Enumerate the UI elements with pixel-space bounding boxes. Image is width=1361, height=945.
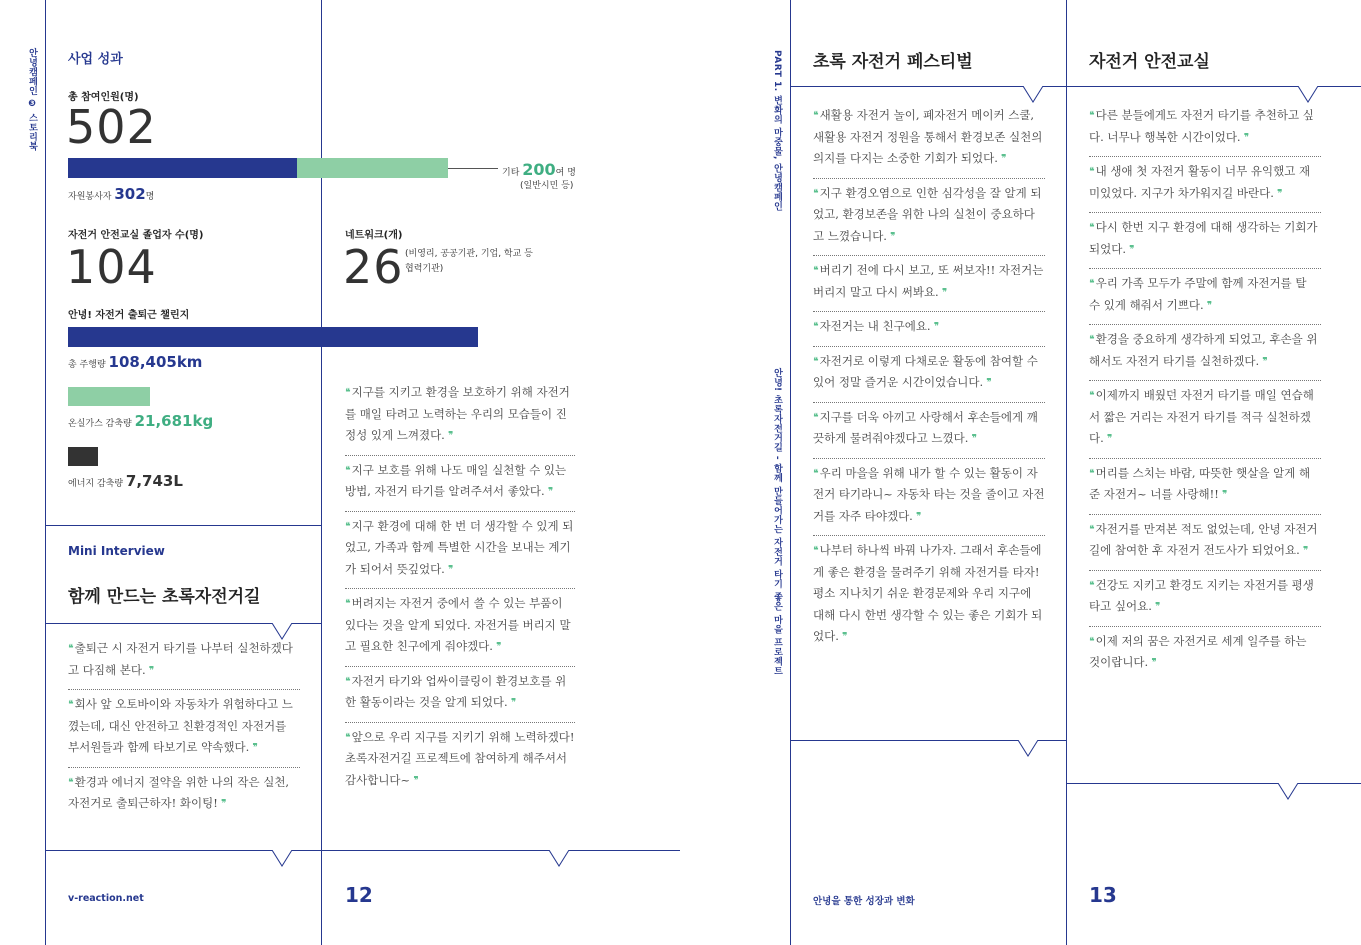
network-note-1: (비영리, 공공기관, 기업, 학교 등 [405, 249, 533, 259]
close-quote-icon: ❜❜ [447, 562, 452, 576]
quote-item [345, 378, 575, 456]
quote-item [813, 179, 1045, 257]
side-label: 안녕캠페인 ❸ 스토리북 [27, 48, 37, 152]
distance-bar [68, 327, 478, 347]
quote-text: 환경과 에너지 절약을 위한 나의 작은 실천, 자전거로 출퇴근하자! 화이팅! [68, 774, 290, 810]
volunteers-label: 자원봉사자 [68, 192, 112, 202]
quote-text: 이제까지 배웠던 자전거 타기를 매일 연습해서 짧은 거리는 자전거 타기를 적극 실천하겠다. [1089, 388, 1314, 445]
close-quote-icon: ❜❜ [413, 773, 417, 787]
close-quote-icon: ❜❜ [915, 509, 920, 523]
open-quote-icon: ❛❛ [813, 320, 817, 333]
close-quote-icon: ❜❜ [252, 741, 256, 754]
close-quote-icon: ❜❜ [148, 663, 153, 677]
open-quote-icon: ❛❛ [1089, 277, 1093, 290]
open-quote-icon: ❛❛ [813, 264, 817, 277]
close-quote-icon: ❜❜ [1302, 544, 1307, 557]
quote-text: 지구를 지키고 환경을 보호하기 위해 자전거를 매일 타려고 노력하는 우리의 모습들이 진정성 있게 느껴졌다. [345, 385, 570, 442]
open-quote-icon: ❛❛ [1089, 165, 1093, 178]
close-quote-icon: ❜❜ [986, 376, 990, 389]
distance-annotation [68, 353, 202, 371]
quote-text: 지구 보호를 위해 나도 매일 실천할 수 있는 방법, 자전거 타기를 알려주셔서 좋았다. [345, 462, 567, 498]
quote-item [813, 312, 1045, 347]
quote-item [1089, 325, 1321, 381]
close-quote-icon: ❜❜ [220, 797, 225, 810]
close-quote-icon: ❜❜ [889, 229, 894, 243]
open-quote-icon: ❛❛ [1089, 333, 1093, 346]
distance-value: 108,405km [108, 353, 203, 371]
close-quote-icon: ❜❜ [1151, 656, 1155, 669]
quote-text: 우리 마을을 위해 내가 할 수 있는 활동이 자전거 타기라니~ 자동차 타는 것을 줄이고 자전거를 자주 타야겠다. [813, 465, 1045, 523]
quote-item [813, 347, 1045, 403]
section-title: 사업 성과 [68, 52, 123, 67]
quote-text: 자전거를 만져본 적도 없었는데, 안녕 자전거길에 참여한 후 자전거 전도사가 되었어요. [1089, 521, 1318, 557]
footer-caption: 안녕을 통한 성장과 변화 [813, 896, 915, 907]
close-quote-icon: ❜❜ [1243, 130, 1248, 144]
left-margin-rule [45, 0, 46, 945]
quote-text: 출퇴근 시 자전거 타기를 나부터 실천하겠다고 다짐해 본다. [68, 641, 293, 677]
open-quote-icon: ❛❛ [1089, 109, 1093, 122]
close-quote-icon: ❜❜ [1106, 432, 1111, 445]
others-leader-line [448, 168, 498, 169]
quote-item [345, 456, 575, 512]
quote-item [1089, 269, 1321, 325]
co2-annotation [68, 412, 213, 430]
open-quote-icon: ❛❛ [68, 775, 72, 789]
quote-item [345, 512, 575, 590]
quote-item [813, 256, 1045, 312]
open-quote-icon: ❛❛ [813, 109, 817, 122]
co2-bar [68, 387, 150, 406]
right-column-rule [1066, 0, 1067, 945]
quote-text: 지구 환경오염으로 인한 심각성을 잘 알게 되었고, 환경보존을 위한 나의 실천이 중요하다고 느꼈습니다. [813, 185, 1042, 243]
distance-label: 총 주행량 [68, 360, 106, 370]
open-quote-icon: ❛❛ [345, 597, 349, 610]
mini-interview-label: Mini Interview [68, 544, 165, 558]
participants-label: 총 참여인원(명) [68, 92, 139, 103]
co2-label: 온실가스 감축량 [68, 419, 132, 429]
quote-item [813, 459, 1045, 537]
close-quote-icon: ❜❜ [1276, 186, 1281, 200]
close-quote-icon: ❜❜ [933, 320, 938, 333]
close-quote-icon: ❜❜ [1262, 354, 1266, 368]
open-quote-icon: ❛❛ [813, 544, 817, 557]
quote-text: 이제 저의 꿈은 자전거로 세계 일주를 하는 것이랍니다. [1089, 633, 1307, 669]
quote-item [813, 403, 1045, 459]
volunteers-bar [68, 158, 297, 178]
open-quote-icon: ❛❛ [813, 410, 817, 424]
mini-interview-title: 함께 만드는 초록자전거길 [68, 587, 261, 607]
others-unit: 여 명 [555, 168, 576, 178]
others-value: 200 [522, 160, 556, 179]
close-quote-icon: ❜❜ [510, 696, 515, 709]
close-quote-icon: ❜❜ [547, 485, 552, 498]
others-annotation [502, 160, 576, 179]
open-quote-icon: ❛❛ [68, 698, 72, 711]
others-note: (일반시민 등) [520, 181, 574, 191]
quote-item [1089, 459, 1321, 515]
quote-text: 나부터 하나씩 바꿔 나가자. 그래서 후손들에게 좋은 환경을 물려주기 위해 자전거를 타자! 평소 지나치기 쉬운 환경문제와 우리 지구에 대해 다시 한번 생각할 수 있는 좋은 기회가 되었다. [813, 543, 1043, 643]
volunteers-unit: 명 [145, 192, 155, 202]
quote-item [1089, 101, 1321, 157]
quote-text: 새활용 자전거 놀이, 폐자전거 메이커 스쿨, 새활용 자전거 정원을 통해서 환경보존 실천의 의지를 다지는 소중한 기회가 되었다. [813, 108, 1043, 165]
quote-item [345, 667, 575, 723]
open-quote-icon: ❛❛ [345, 386, 349, 399]
quote-text: 버려지는 자전거 중에서 쓸 수 있는 부품이 있다는 것을 알게 되었다. 자전거를 버리지 말고 필요한 친구에게 줘야겠다. [345, 596, 571, 653]
quote-text: 자전거는 내 친구에요. [819, 319, 931, 333]
challenge-title: 안녕! 자전거 출퇴근 챌린지 [68, 310, 190, 321]
quote-item [1089, 213, 1321, 269]
safety-quotes [1089, 101, 1321, 682]
speech-notch-icon [1018, 740, 1040, 758]
volunteers-value: 302 [114, 185, 146, 203]
energy-value: 7,743L [125, 472, 183, 490]
close-quote-icon: ❜❜ [1221, 488, 1226, 501]
network-value: 26 [343, 240, 404, 294]
quote-text: 환경을 중요하게 생각하게 되었고, 후손을 위해서도 자전거 타기를 실천하겠다. [1089, 332, 1318, 368]
mini-interview-top-rule [45, 525, 321, 526]
part-label: PART 1. 변화의 마중물, 안녕캠페인 [772, 50, 782, 212]
quote-text: 지구 환경에 대해 한 번 더 생각할 수 있게 되었고, 가족과 함께 특별한 시간을 보내는 계기가 되어서 뜻깊었다. [345, 518, 574, 576]
volunteers-annotation [68, 185, 154, 203]
quote-text: 자전거로 이렇게 다채로운 활동에 참여할 수 있어 정말 즐거운 시간이었습니다. [813, 353, 1038, 389]
close-quote-icon: ❜❜ [495, 640, 500, 653]
quote-text: 회사 앞 오토바이와 자동차가 위험하다고 느꼈는데, 대신 안전하고 친환경적인 자전거를 부서원들과 함께 타보기로 약속했다. [68, 697, 293, 754]
quote-text: 자전거 타기와 업싸이클링이 환경보호를 위한 활동이라는 것을 알게 되었다. [345, 673, 567, 709]
network-note-2: 협력기관) [405, 264, 444, 274]
mini-interview-quotes [68, 634, 300, 823]
others-bar [297, 158, 448, 178]
quote-text: 앞으로 우리 지구를 지키기 위해 노력하겠다! 초록자전거길 프로젝트에 참여하게 해주셔서 감사합니다~ [345, 729, 575, 787]
energy-bar [68, 447, 98, 466]
open-quote-icon: ❛❛ [1089, 578, 1093, 592]
quote-text: 다른 분들에게도 자전거 타기를 추천하고 싶다. 너무나 행복한 시간이었다. [1089, 108, 1314, 144]
quote-text: 다시 한번 지구 환경에 대해 생각하는 기회가 되었다. [1089, 220, 1318, 256]
open-quote-icon: ❛❛ [1089, 522, 1093, 536]
open-quote-icon: ❛❛ [1089, 389, 1093, 402]
close-quote-icon: ❜❜ [447, 429, 452, 442]
open-quote-icon: ❛❛ [1089, 634, 1093, 648]
safety-title: 자전거 안전교실 [1089, 52, 1210, 72]
quote-item [1089, 515, 1321, 571]
quote-text: 우리 가족 모두가 주말에 함께 자전거를 탈 수 있게 해줘서 기쁘다. [1089, 276, 1307, 312]
quote-item [1089, 571, 1321, 627]
quote-item [345, 589, 575, 667]
quote-item [68, 634, 300, 690]
close-quote-icon: ❜❜ [1154, 600, 1159, 613]
quote-item [1089, 381, 1321, 459]
open-quote-icon: ❛❛ [345, 463, 349, 477]
participants-value: 502 [66, 100, 157, 154]
speech-notch-icon [549, 850, 571, 868]
left-column-rule [321, 0, 322, 945]
open-quote-icon: ❛❛ [813, 186, 817, 200]
quote-text: 버리기 전에 다시 보고, 또 써보자!! 자전거는 버리지 말고 다시 써봐요. [813, 263, 1044, 299]
co2-value: 21,681kg [134, 412, 214, 430]
open-quote-icon: ❛❛ [1089, 466, 1093, 480]
quote-item [1089, 157, 1321, 213]
open-quote-icon: ❛❛ [1089, 221, 1093, 234]
energy-annotation [68, 472, 183, 490]
quote-item [345, 723, 575, 800]
page-number-left: 12 [345, 883, 373, 907]
project-label: 안녕! 초록자전거길 - 함께 만들어가는 자전거 타기 좋은 마을 프로젝트 [772, 368, 782, 676]
others-label: 기타 [502, 168, 520, 178]
open-quote-icon: ❛❛ [813, 354, 817, 368]
network-label: 네트워크(개) [345, 230, 403, 241]
quote-text: 머리를 스치는 바람, 따뜻한 햇살을 알게 해준 자전거~ 너를 사랑해!! [1089, 465, 1311, 501]
safety-bottom-rule [1066, 783, 1361, 784]
energy-label: 에너지 감축량 [68, 479, 124, 489]
close-quote-icon: ❜❜ [1206, 298, 1211, 312]
speech-notch-icon [1278, 783, 1300, 801]
open-quote-icon: ❛❛ [345, 730, 349, 744]
open-quote-icon: ❛❛ [68, 642, 72, 655]
quote-item [1089, 627, 1321, 682]
close-quote-icon: ❜❜ [971, 432, 976, 445]
quote-text: 건강도 지키고 환경도 지키는 자전거를 평생 타고 싶어요. [1089, 577, 1314, 613]
quote-item [813, 536, 1045, 656]
close-quote-icon: ❜❜ [1128, 242, 1133, 256]
open-quote-icon: ❛❛ [345, 519, 349, 533]
close-quote-icon: ❜❜ [941, 285, 946, 299]
center-quotes [345, 378, 575, 799]
footer-url: v-reaction.net [68, 893, 144, 904]
quote-item [68, 768, 300, 823]
close-quote-icon: ❜❜ [841, 630, 846, 643]
open-quote-icon: ❛❛ [345, 674, 349, 688]
festival-title: 초록 자전거 페스티벌 [813, 52, 973, 72]
quote-text: 지구를 더욱 아끼고 사랑해서 후손들에게 깨끗하게 물려줘야겠다고 느꼈다. [813, 409, 1038, 445]
quote-item [813, 101, 1045, 179]
festival-quotes [813, 101, 1045, 656]
close-quote-icon: ❜❜ [1000, 152, 1005, 165]
right-margin-rule [790, 0, 791, 945]
open-quote-icon: ❛❛ [813, 466, 817, 480]
quote-text: 내 생애 첫 자전거 활동이 너무 유익했고 재미있었다. 지구가 차가워지길 바란다. [1089, 164, 1311, 200]
left-bottom-rule [45, 850, 680, 851]
graduates-value: 104 [66, 240, 157, 294]
speech-notch-icon [272, 850, 294, 868]
page-number-right: 13 [1089, 883, 1117, 907]
graduates-label: 자전거 안전교실 졸업자 수(명) [68, 230, 204, 241]
quote-item [68, 690, 300, 768]
